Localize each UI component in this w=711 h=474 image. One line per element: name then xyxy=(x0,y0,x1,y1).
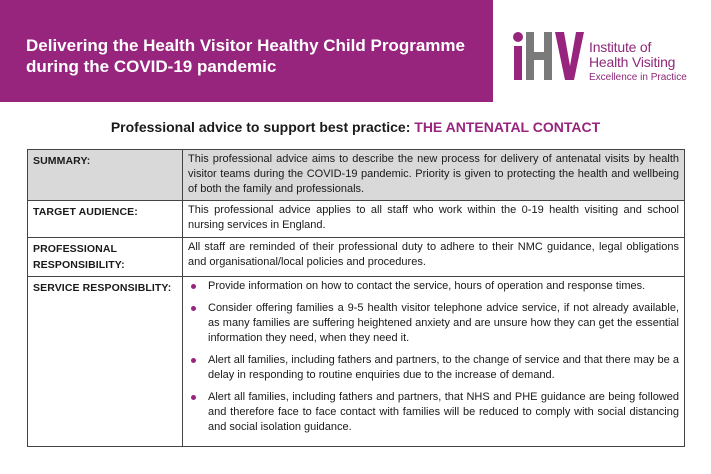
row-text-professional-responsibility: All staff are reminded of their professional duty to adhere to their NMC guidance, legal obligations and organisational/local policies and procedures. xyxy=(183,238,685,277)
logo-tagline: Excellence in Practice xyxy=(589,72,687,83)
row-bullets-service-responsibility xyxy=(183,277,685,447)
section-heading-highlight: THE ANTENATAL CONTACT xyxy=(414,119,601,135)
list-item xyxy=(188,279,679,294)
document-title-line-2: during the COVID-19 pandemic xyxy=(26,57,277,76)
table-row-service-responsibility xyxy=(28,277,685,447)
section-heading-prefix: Professional advice to support best practice: xyxy=(110,119,415,135)
bullet-dot-icon xyxy=(191,306,196,311)
row-label-line-2: RESPONSIBILITY: xyxy=(33,259,125,271)
bullet-list xyxy=(188,279,679,435)
document-title-line-1: Delivering the Health Visitor Healthy Child Programme xyxy=(26,36,465,55)
advice-table xyxy=(27,149,685,447)
list-item xyxy=(188,301,679,346)
row-label-target-audience: TARGET AUDIENCE: xyxy=(28,201,183,238)
bullet-dot-icon xyxy=(191,358,196,363)
list-item-text: Alert all families, including fathers and partners, to the change of service and that there may be a delay in responding to routine enquiries due to the increase of demand. xyxy=(208,354,679,381)
table-row-summary xyxy=(28,150,685,201)
table-row-target-audience xyxy=(28,201,685,238)
list-item xyxy=(188,353,679,383)
row-label-professional-responsibility xyxy=(28,238,183,277)
list-item-text: Alert all families, including fathers and partners, that NHS and PHE guidance are being followed and therefore face to face contact with families will be reduced to comply with social distancing and social isolation guidance. xyxy=(208,391,679,433)
row-label-summary: SUMMARY: xyxy=(28,150,183,201)
logo-line-2: Health Visiting xyxy=(589,54,676,70)
list-item-text: Consider offering families a 9-5 health visitor telephone advice service, if not already available, as many families are suffering heightened anxiety and are unsure how they can get the essential information they need, when they need it. xyxy=(208,302,679,344)
ihv-logo xyxy=(512,28,702,84)
list-item xyxy=(188,390,679,435)
ihv-logo-mark xyxy=(512,28,584,84)
bullet-dot-icon xyxy=(191,284,196,289)
logo-wordmark xyxy=(589,40,704,84)
section-heading xyxy=(0,119,711,135)
document-title xyxy=(26,35,486,77)
row-text-summary: This professional advice aims to describe the new process for delivery of antenatal visits by health visitor teams during the COVID-19 pandemic. Priority is given to protecting the health and wellbeing of both the family and professionals. xyxy=(183,150,685,201)
table-row-professional-responsibility xyxy=(28,238,685,277)
list-item-text: Provide information on how to contact the service, hours of operation and response times. xyxy=(208,280,646,292)
row-label-service-responsibility: SERVICE RESPONSIBLITY: xyxy=(28,277,183,447)
header-banner xyxy=(0,0,493,102)
logo-line-1: Institute of xyxy=(589,39,652,55)
row-text-target-audience: This professional advice applies to all staff who work within the 0-19 health visiting and school nursing services in England. xyxy=(183,201,685,238)
row-label-line-1: PROFESSIONAL xyxy=(33,243,118,255)
bullet-dot-icon xyxy=(191,395,196,400)
